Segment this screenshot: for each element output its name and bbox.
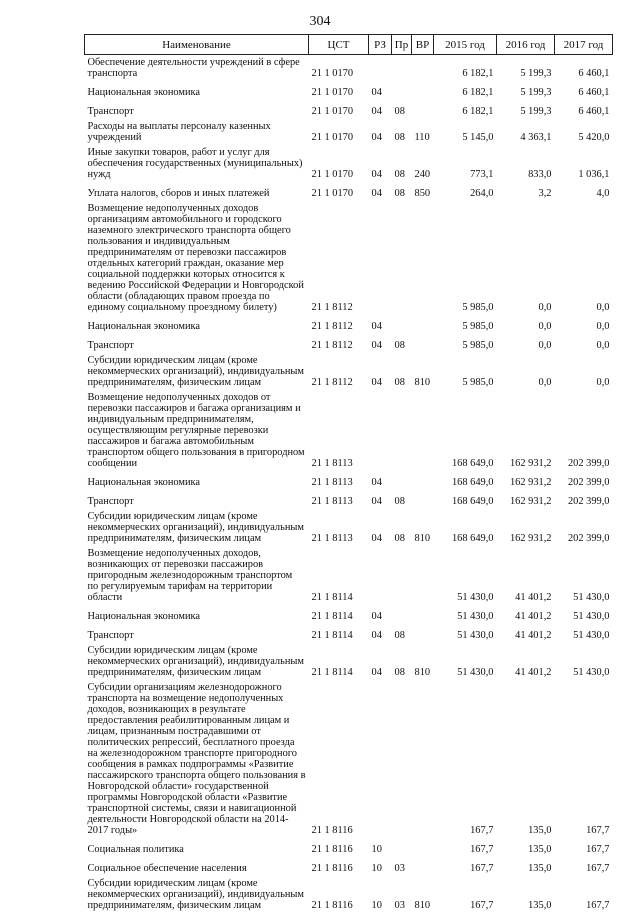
row-name: Социальное обеспечение населения [87, 863, 247, 874]
row-name: Субсидии организациям железнодорожного транспорта на возмещение недополученных доходов, возникающих в результате предоставления реабилитированным лицам и лицам, признанным пострадавшими от политических репрессий, бесплатного проезда на железнодорожном транспорте пригородного сообщения в рамках подпрограммы «Развитие пассажирского транспорта общего пользования в Новгородской области» государственной программы Новгородской области «Развитие транспортной системы, связи и навигационной деятельности Новгородской области на 2014-2017 годы» [87, 682, 306, 836]
row-pr: 08 [394, 169, 405, 180]
row-value-2015: 168 649,0 [451, 533, 494, 544]
row-value-2017: 202 399,0 [567, 458, 610, 469]
row-cst: 21 1 8114 [311, 611, 353, 622]
table-row [85, 81, 613, 100]
row-pr: 08 [394, 132, 405, 143]
row-pr: 08 [394, 106, 405, 117]
row-vr: 110 [414, 132, 430, 143]
row-name: Транспорт [87, 630, 134, 641]
row-value-2016: 0,0 [538, 377, 552, 388]
row-rz: 04 [371, 169, 382, 180]
table-row [85, 353, 613, 390]
table-row [85, 680, 613, 838]
row-value-2015: 5 985,0 [462, 302, 494, 313]
row-name: Транспорт [87, 496, 134, 507]
row-value-2017: 51 430,0 [573, 667, 610, 678]
row-name: Иные закупки товаров, работ и услуг для обеспечения государственных (муниципальных) нужд [87, 147, 303, 180]
row-value-2016: 135,0 [528, 863, 552, 874]
row-value-2015: 168 649,0 [451, 477, 494, 488]
row-value-2015: 264,0 [470, 188, 494, 199]
row-value-2015: 167,7 [470, 844, 494, 855]
row-value-2017: 51 430,0 [573, 611, 610, 622]
table-row [85, 334, 613, 353]
row-cst: 21 1 0170 [311, 132, 354, 143]
row-value-2015: 167,7 [470, 863, 494, 874]
row-rz: 04 [371, 321, 382, 332]
row-pr: 03 [394, 900, 405, 911]
row-value-2016: 833,0 [528, 169, 552, 180]
row-name: Национальная экономика [87, 477, 201, 488]
table-row [85, 624, 613, 643]
row-value-2016: 162 931,2 [509, 458, 552, 469]
row-pr [392, 605, 412, 624]
table-row [85, 509, 613, 546]
row-value-2016: 5 199,3 [520, 106, 552, 117]
table-row [85, 876, 613, 913]
row-cst: 21 1 8112 [311, 377, 353, 388]
row-value-2016: 162 931,2 [509, 533, 552, 544]
row-name: Уплата налогов, сборов и иных платежей [87, 188, 270, 199]
row-cst: 21 1 0170 [311, 68, 354, 79]
row-pr [392, 390, 412, 471]
row-cst: 21 1 8116 [311, 844, 353, 855]
row-value-2016: 0,0 [538, 302, 552, 313]
row-value-2017: 0,0 [596, 321, 610, 332]
row-value-2015: 51 430,0 [457, 630, 494, 641]
header-vr: ВР [412, 35, 434, 55]
row-rz: 04 [371, 533, 382, 544]
row-pr [392, 81, 412, 100]
row-value-2017: 167,7 [586, 900, 610, 911]
table-row [85, 605, 613, 624]
row-vr [412, 100, 434, 119]
row-cst: 21 1 0170 [311, 169, 354, 180]
row-vr [412, 680, 434, 838]
row-value-2017: 0,0 [596, 340, 610, 351]
table-row [85, 546, 613, 605]
row-rz [369, 680, 392, 838]
row-pr [392, 546, 412, 605]
row-vr: 810 [414, 900, 431, 911]
row-value-2016: 41 401,2 [515, 592, 552, 603]
row-cst: 21 1 8112 [311, 302, 353, 313]
row-pr [392, 471, 412, 490]
row-pr: 08 [394, 630, 405, 641]
row-rz: 04 [371, 611, 382, 622]
row-rz: 04 [371, 132, 382, 143]
row-rz: 10 [371, 863, 382, 874]
row-value-2016: 162 931,2 [509, 477, 552, 488]
row-value-2017: 51 430,0 [573, 630, 610, 641]
row-vr: 810 [414, 377, 431, 388]
row-name: Расходы на выплаты персоналу казенных учреждений [87, 121, 271, 143]
row-value-2016: 135,0 [528, 900, 552, 911]
row-rz: 04 [371, 630, 382, 641]
row-value-2016: 3,2 [538, 188, 552, 199]
row-value-2015: 6 182,1 [462, 68, 494, 79]
row-vr [412, 201, 434, 315]
row-pr [392, 315, 412, 334]
row-pr [392, 680, 412, 838]
row-rz: 10 [371, 844, 382, 855]
row-vr [412, 605, 434, 624]
row-cst: 21 1 8112 [311, 321, 353, 332]
row-cst: 21 1 8114 [311, 592, 353, 603]
row-value-2016: 41 401,2 [515, 630, 552, 641]
row-name: Национальная экономика [87, 611, 201, 622]
row-vr [412, 490, 434, 509]
row-vr [412, 81, 434, 100]
row-name: Транспорт [87, 340, 134, 351]
row-value-2015: 5 985,0 [462, 340, 494, 351]
row-value-2017: 0,0 [596, 302, 610, 313]
row-value-2017: 6 460,1 [578, 106, 610, 117]
row-name: Субсидии юридическим лицам (кроме некоммерческих организаций), индивидуальным предпринимателям, физическим лицам [87, 355, 304, 388]
table-row [85, 315, 613, 334]
row-value-2016: 0,0 [538, 340, 552, 351]
row-pr [392, 838, 412, 857]
row-rz: 04 [371, 477, 382, 488]
row-value-2017: 202 399,0 [567, 496, 610, 507]
row-value-2017: 6 460,1 [578, 87, 610, 98]
row-vr: 240 [414, 169, 431, 180]
row-name: Национальная экономика [87, 321, 201, 332]
row-cst: 21 1 8116 [311, 900, 353, 911]
row-pr: 08 [394, 533, 405, 544]
row-name: Социальная политика [87, 844, 184, 855]
row-value-2017: 0,0 [596, 377, 610, 388]
row-rz [369, 390, 392, 471]
row-value-2016: 5 199,3 [520, 87, 552, 98]
header-name: Наименование [85, 35, 309, 55]
row-rz: 04 [371, 106, 382, 117]
row-value-2017: 4,0 [596, 188, 610, 199]
row-name: Возмещение недополученных доходов, возникающих от перевозки пассажиров пригородным железнодорожным транспортом по регулируемым тарифам на территории области [87, 548, 293, 603]
row-value-2015: 51 430,0 [457, 592, 494, 603]
row-value-2017: 202 399,0 [567, 477, 610, 488]
budget-table [84, 34, 613, 913]
row-rz [369, 546, 392, 605]
row-value-2016: 4 363,1 [520, 132, 552, 143]
row-pr: 03 [394, 863, 405, 874]
row-value-2017: 5 420,0 [578, 132, 610, 143]
row-value-2015: 6 182,1 [462, 87, 494, 98]
row-cst: 21 1 0170 [311, 87, 354, 98]
table-row [85, 838, 613, 857]
table-row [85, 201, 613, 315]
row-value-2015: 51 430,0 [457, 611, 494, 622]
row-pr: 08 [394, 496, 405, 507]
header-cst: ЦСТ [309, 35, 369, 55]
row-value-2015: 5 985,0 [462, 321, 494, 332]
row-value-2016: 135,0 [528, 825, 552, 836]
row-value-2015: 6 182,1 [462, 106, 494, 117]
row-vr [412, 390, 434, 471]
row-rz: 10 [371, 900, 382, 911]
row-value-2015: 773,1 [470, 169, 494, 180]
row-value-2015: 168 649,0 [451, 496, 494, 507]
row-rz: 04 [371, 340, 382, 351]
row-vr: 810 [414, 533, 431, 544]
row-vr [412, 546, 434, 605]
row-cst: 21 1 8112 [311, 340, 353, 351]
row-value-2015: 168 649,0 [451, 458, 494, 469]
table-row [85, 100, 613, 119]
row-pr: 08 [394, 667, 405, 678]
row-value-2015: 51 430,0 [457, 667, 494, 678]
row-cst: 21 1 8113 [311, 533, 353, 544]
row-rz: 04 [371, 377, 382, 388]
row-value-2017: 51 430,0 [573, 592, 610, 603]
table-row [85, 182, 613, 201]
table-row [85, 390, 613, 471]
row-value-2015: 5 985,0 [462, 377, 494, 388]
row-cst: 21 1 8116 [311, 863, 353, 874]
row-cst: 21 1 8113 [311, 496, 353, 507]
row-value-2016: 41 401,2 [515, 611, 552, 622]
row-name: Возмещение недополученных доходов от перевозки пассажиров и багажа организациям и индивидуальным предпринимателям, осуществляющим регулярные перевозки пассажиров и багажа автомобильным транспортом общего пользования в пригородном сообщении [87, 392, 305, 469]
row-cst: 21 1 8114 [311, 667, 353, 678]
row-value-2015: 167,7 [470, 900, 494, 911]
row-cst: 21 1 8116 [311, 825, 353, 836]
row-rz [369, 201, 392, 315]
row-value-2017: 1 036,1 [578, 169, 610, 180]
row-vr [412, 315, 434, 334]
row-vr [412, 624, 434, 643]
row-pr: 08 [394, 340, 405, 351]
row-vr: 810 [414, 667, 431, 678]
header-year-2016: 2016 год [497, 35, 555, 55]
row-value-2015: 167,7 [470, 825, 494, 836]
row-value-2016: 162 931,2 [509, 496, 552, 507]
row-name: Национальная экономика [87, 87, 201, 98]
header-rz: РЗ [369, 35, 392, 55]
table-row [85, 145, 613, 182]
row-cst: 21 1 8113 [311, 477, 353, 488]
row-rz: 04 [371, 496, 382, 507]
row-vr [412, 838, 434, 857]
table-row [85, 643, 613, 680]
row-name: Возмещение недополученных доходов организациям автомобильного и городского наземного электрического транспорта общего пользования и индивидуальным предпринимателям от перевозки пассажиров отдельных категорий граждан, оказание мер социальной поддержки которых относится к ведению Российской Федерации и Новгородской области (обладающих правом проезда по единому социальному проездному билету) [87, 203, 304, 313]
row-value-2016: 41 401,2 [515, 667, 552, 678]
table-row [85, 55, 613, 82]
row-rz: 04 [371, 667, 382, 678]
row-rz: 04 [371, 188, 382, 199]
row-value-2017: 167,7 [586, 863, 610, 874]
header-year-2017: 2017 год [555, 35, 613, 55]
row-value-2017: 167,7 [586, 825, 610, 836]
row-vr [412, 471, 434, 490]
row-cst: 21 1 0170 [311, 106, 354, 117]
row-value-2015: 5 145,0 [462, 132, 494, 143]
table-row [85, 857, 613, 876]
header-year-2015: 2015 год [434, 35, 497, 55]
row-cst: 21 1 8114 [311, 630, 353, 641]
row-name: Субсидии юридическим лицам (кроме некоммерческих организаций), индивидуальным предпринимателям, физическим лицам [87, 511, 304, 544]
table-header-row [85, 35, 613, 55]
row-name: Транспорт [87, 106, 134, 117]
row-value-2017: 167,7 [586, 844, 610, 855]
row-vr [412, 334, 434, 353]
table-row [85, 490, 613, 509]
table-row [85, 471, 613, 490]
row-pr [392, 201, 412, 315]
header-pr: Пр [392, 35, 412, 55]
row-name: Субсидии юридическим лицам (кроме некоммерческих организаций), индивидуальным предпринимателям, физическим лицам [87, 645, 304, 678]
row-pr: 08 [394, 377, 405, 388]
row-cst: 21 1 8113 [311, 458, 353, 469]
row-vr [412, 857, 434, 876]
row-value-2017: 202 399,0 [567, 533, 610, 544]
row-pr [392, 55, 412, 82]
page-number: 304 [309, 14, 331, 29]
row-vr [412, 55, 434, 82]
row-cst: 21 1 0170 [311, 188, 354, 199]
row-name: Обеспечение деятельности учреждений в сфере транспорта [87, 57, 300, 79]
row-pr: 08 [394, 188, 405, 199]
row-value-2016: 135,0 [528, 844, 552, 855]
row-value-2016: 5 199,3 [520, 68, 552, 79]
row-value-2017: 6 460,1 [578, 68, 610, 79]
row-rz [369, 55, 392, 82]
row-name: Субсидии юридическим лицам (кроме некоммерческих организаций), индивидуальным предпринимателям, физическим лицам [87, 878, 304, 911]
table-row [85, 119, 613, 145]
row-rz: 04 [371, 87, 382, 98]
row-value-2016: 0,0 [538, 321, 552, 332]
row-vr: 850 [414, 188, 431, 199]
